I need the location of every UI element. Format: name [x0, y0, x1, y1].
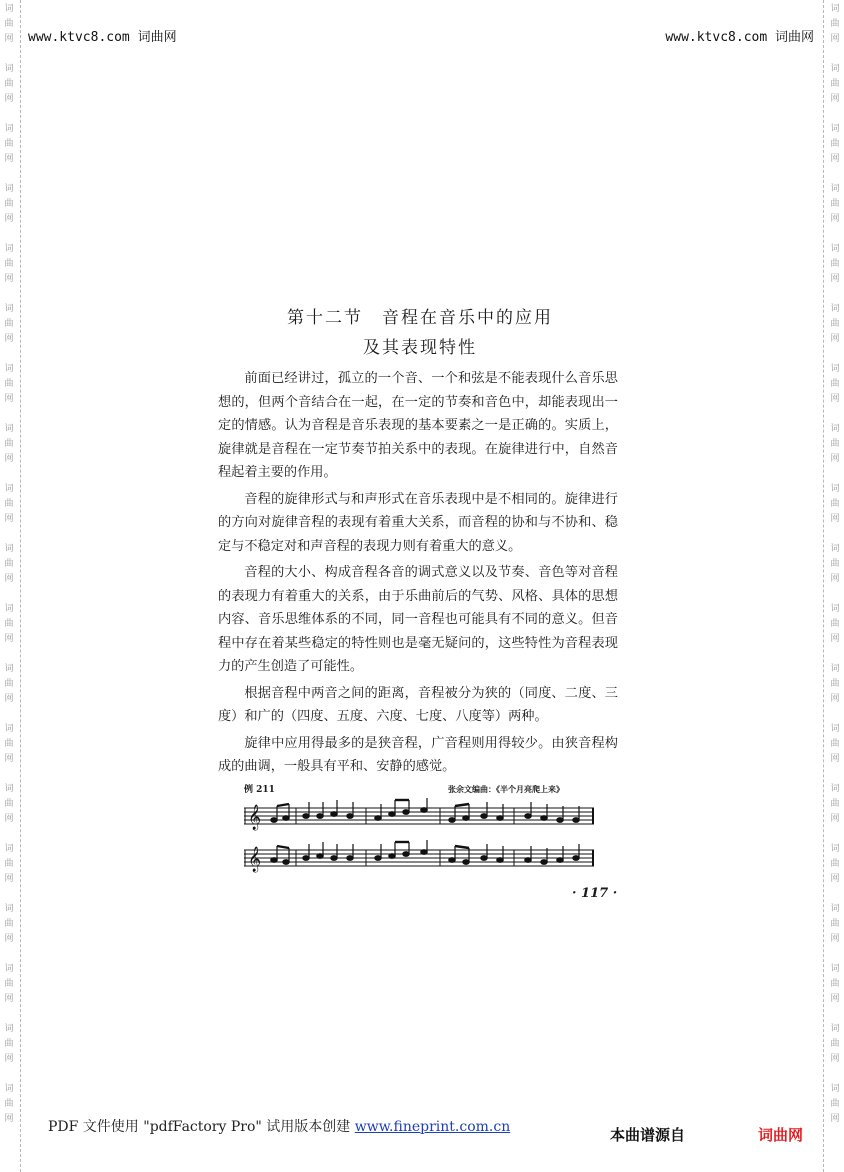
side-watermark-group: [4, 300, 13, 360]
side-watermark-char: 词: [830, 664, 840, 674]
side-watermark-char: 曲: [4, 559, 14, 569]
side-watermark-group: [4, 840, 13, 900]
side-watermark-char: 曲: [4, 1099, 14, 1109]
svg-text:𝄞: 𝄞: [248, 805, 262, 830]
side-watermark-char: 曲: [830, 499, 840, 509]
side-watermark-char: 网: [4, 694, 14, 704]
side-watermark-group: [830, 240, 839, 300]
side-watermark-char: 词: [4, 664, 14, 674]
side-watermark-char: 词: [830, 1024, 840, 1034]
side-watermark-char: 曲: [830, 259, 840, 269]
side-watermark-char: 词: [4, 304, 14, 314]
side-watermark-group: [4, 120, 13, 180]
svg-text:𝄞: 𝄞: [248, 847, 262, 872]
side-watermark-char: 网: [4, 334, 14, 344]
example-credit: 张余文编曲：《半个月亮爬上来》: [448, 784, 564, 794]
side-watermark-char: 网: [4, 634, 14, 644]
side-watermark-group: [4, 540, 13, 600]
side-watermark-char: 词: [4, 184, 14, 194]
side-watermark-char: 网: [4, 934, 14, 944]
side-watermark-char: 曲: [830, 379, 840, 389]
paragraph-4: 根据音程中两音之间的距离，音程被分为狭的（同度、二度、三度）和广的（四度、五度、六度、七度、八度等）两种。: [218, 685, 618, 724]
side-watermark-group: [4, 600, 13, 660]
side-watermark-char: 网: [830, 934, 840, 944]
side-watermark-char: 曲: [4, 739, 14, 749]
side-watermark-char: 网: [830, 994, 840, 1004]
side-watermark-char: 曲: [4, 79, 14, 89]
side-watermark-char: 词: [830, 244, 840, 254]
side-watermark-group: [830, 600, 839, 660]
side-watermark-char: 曲: [4, 1039, 14, 1049]
side-watermark-char: 曲: [830, 919, 840, 929]
side-watermark-group: [830, 300, 839, 360]
pdf-footer-text: PDF 文件使用 "pdfFactory Pro" 试用版本创建: [48, 1119, 355, 1135]
side-watermark-group: [4, 0, 13, 60]
header-watermark-right: www.ktvc8.com 词曲网: [665, 30, 814, 45]
side-watermark-char: 词: [4, 4, 14, 14]
side-watermark-char: 网: [4, 454, 14, 464]
side-watermark-group: [830, 120, 839, 180]
side-watermark-group: [830, 0, 839, 60]
side-watermark-group: [4, 240, 13, 300]
side-watermark-char: 网: [830, 694, 840, 704]
side-watermark-char: 网: [4, 754, 14, 764]
side-watermark-char: 曲: [830, 319, 840, 329]
side-watermark-char: 曲: [830, 619, 840, 629]
side-watermark-char: 曲: [4, 259, 14, 269]
side-watermark-char: 词: [4, 964, 14, 974]
side-watermark-char: 网: [830, 94, 840, 104]
side-watermark-char: 网: [4, 514, 14, 524]
paragraph-2: 音程的旋律形式与和声形式在音乐表现中是不相同的。旋律进行的方向对旋律音程的表现有着重大关系，而音程的协和与不协和、稳定与不稳定对和声音程的表现力则有着重大的意义。: [218, 491, 618, 554]
side-watermark-char: 词: [4, 604, 14, 614]
paragraph-5: 旋律中应用得最多的是狭音程，广音程则用得较少。由狭音程构成的曲调，一般具有平和、安静的感觉。: [218, 735, 618, 774]
side-watermark-char: 网: [4, 154, 14, 164]
example-label: 例 211: [244, 785, 275, 795]
side-watermark-group: [4, 60, 13, 120]
side-watermark-char: 曲: [830, 139, 840, 149]
side-watermark-group: [4, 180, 13, 240]
side-watermark-char: 曲: [4, 379, 14, 389]
side-watermark-char: 网: [830, 574, 840, 584]
side-watermark-char: 曲: [830, 199, 840, 209]
left-dashed-border: [20, 0, 21, 1172]
side-watermark-char: 词: [4, 424, 14, 434]
source-label: 本曲谱源自: [610, 1126, 686, 1144]
side-watermark-group: [830, 720, 839, 780]
side-watermark-char: 词: [4, 364, 14, 374]
side-watermark-char: 曲: [830, 439, 840, 449]
side-watermark-char: 曲: [830, 19, 840, 29]
side-watermark-char: 网: [830, 1114, 840, 1124]
side-watermark-char: 词: [830, 604, 840, 614]
side-watermark-char: 网: [4, 34, 14, 44]
side-watermark-group: [4, 900, 13, 960]
side-watermark-char: 曲: [4, 439, 14, 449]
side-watermark-char: 曲: [830, 739, 840, 749]
right-watermark-column: [826, 0, 844, 1172]
side-watermark-group: [4, 1020, 13, 1080]
side-watermark-char: 网: [4, 574, 14, 584]
side-watermark-group: [4, 780, 13, 840]
side-watermark-group: [830, 360, 839, 420]
fineprint-link[interactable]: www.fineprint.com.cn: [354, 1119, 511, 1135]
side-watermark-char: 网: [4, 994, 14, 1004]
paragraph-3: 音程的大小、构成音程各音的调式意义以及节奏、音色等对音程的表现力有着重大的关系，由于乐曲前后的气势、风格、具体的思想内容、音乐思维体系的不同，同一音程也可能具有不同的意义。但音程中存在着某些稳定的特性则也是毫无疑问的，这些特性为音程表现力的产生创造了可能性。: [218, 565, 618, 674]
side-watermark-char: 网: [4, 1054, 14, 1064]
side-watermark-char: 词: [4, 64, 14, 74]
side-watermark-char: 词: [4, 1024, 14, 1034]
side-watermark-char: 曲: [4, 19, 14, 29]
side-watermark-group: [830, 840, 839, 900]
side-watermark-char: 词: [830, 124, 840, 134]
side-watermark-char: 词: [830, 784, 840, 794]
side-watermark-char: 曲: [830, 859, 840, 869]
side-watermark-char: 词: [830, 484, 840, 494]
side-watermark-char: 词: [4, 244, 14, 254]
side-watermark-char: 词: [4, 484, 14, 494]
side-watermark-char: 词: [830, 904, 840, 914]
side-watermark-char: 网: [4, 214, 14, 224]
side-watermark-char: 网: [830, 874, 840, 884]
pdf-footer: [48, 1116, 510, 1136]
side-watermark-char: 网: [4, 94, 14, 104]
section-subtitle: 及其表现特性: [363, 338, 477, 358]
body-text: [218, 367, 618, 782]
side-watermark-char: 网: [830, 634, 840, 644]
page-number: · 117 ·: [572, 886, 618, 901]
side-watermark-group: [830, 540, 839, 600]
side-watermark-char: 词: [4, 124, 14, 134]
side-watermark-char: 网: [4, 1114, 14, 1124]
side-watermark-group: [830, 660, 839, 720]
side-watermark-char: 网: [830, 454, 840, 464]
side-watermark-group: [830, 420, 839, 480]
side-watermark-group: [4, 420, 13, 480]
side-watermark-char: 曲: [830, 1039, 840, 1049]
side-watermark-char: 词: [830, 424, 840, 434]
side-watermark-char: 网: [830, 514, 840, 524]
side-watermark-group: [830, 900, 839, 960]
side-watermark-char: 词: [4, 904, 14, 914]
side-watermark-char: 曲: [4, 919, 14, 929]
side-watermark-char: 曲: [4, 799, 14, 809]
side-watermark-group: [4, 360, 13, 420]
side-watermark-char: 词: [4, 544, 14, 554]
side-watermark-char: 词: [4, 844, 14, 854]
side-watermark-char: 网: [830, 1054, 840, 1064]
side-watermark-char: 曲: [4, 499, 14, 509]
side-watermark-group: [4, 660, 13, 720]
brand-logo-text: 词曲网: [758, 1126, 804, 1144]
side-watermark-char: 词: [830, 1084, 840, 1094]
section-title: 第十二节 音程在音乐中的应用: [287, 308, 553, 328]
side-watermark-char: 网: [830, 754, 840, 764]
side-watermark-char: 网: [4, 874, 14, 884]
side-watermark-char: 词: [830, 844, 840, 854]
side-watermark-group: [4, 480, 13, 540]
side-watermark-char: 词: [830, 184, 840, 194]
side-watermark-char: 曲: [830, 979, 840, 989]
side-watermark-char: 网: [830, 34, 840, 44]
side-watermark-char: 词: [830, 304, 840, 314]
side-watermark-char: 网: [830, 334, 840, 344]
side-watermark-char: 曲: [4, 859, 14, 869]
side-watermark-group: [830, 480, 839, 540]
side-watermark-char: 网: [830, 214, 840, 224]
side-watermark-char: 词: [830, 544, 840, 554]
side-watermark-char: 网: [830, 814, 840, 824]
side-watermark-char: 词: [4, 784, 14, 794]
side-watermark-char: 曲: [4, 199, 14, 209]
side-watermark-char: 词: [830, 4, 840, 14]
side-watermark-char: 网: [830, 394, 840, 404]
paragraph-1: 前面已经讲过，孤立的一个音、一个和弦是不能表现什么音乐思想的，但两个音结合在一起，在一定的节奏和音色中，却能表现出一定的情感。认为音程是音乐表现的基本要素之一是正确的。实质上，旋律就是音程在一定节奏节拍关系中的表现。在旋律进行中，自然音程起着主要的作用。: [218, 371, 618, 480]
side-watermark-char: 曲: [4, 619, 14, 629]
side-watermark-char: 曲: [4, 679, 14, 689]
side-watermark-char: 网: [4, 394, 14, 404]
side-watermark-char: 曲: [4, 319, 14, 329]
side-watermark-char: 词: [830, 364, 840, 374]
side-watermark-char: 网: [830, 154, 840, 164]
side-watermark-char: 词: [830, 724, 840, 734]
side-watermark-char: 词: [830, 964, 840, 974]
side-watermark-char: 网: [4, 274, 14, 284]
side-watermark-group: [830, 180, 839, 240]
side-watermark-char: 词: [4, 724, 14, 734]
side-watermark-char: 曲: [830, 799, 840, 809]
side-watermark-group: [830, 1020, 839, 1080]
side-watermark-char: 曲: [4, 979, 14, 989]
side-watermark-group: [830, 960, 839, 1020]
side-watermark-group: [4, 960, 13, 1020]
side-watermark-char: 曲: [830, 79, 840, 89]
side-watermark-group: [4, 720, 13, 780]
side-watermark-group: [830, 1080, 839, 1140]
header-watermark-left: www.ktvc8.com 词曲网: [28, 30, 177, 45]
side-watermark-group: [830, 780, 839, 840]
left-watermark-column: [0, 0, 18, 1172]
side-watermark-char: 网: [830, 274, 840, 284]
side-watermark-char: 曲: [830, 1099, 840, 1109]
side-watermark-char: 曲: [4, 139, 14, 149]
music-staff-2: [244, 840, 598, 876]
side-watermark-group: [830, 60, 839, 120]
side-watermark-char: 网: [4, 814, 14, 824]
side-watermark-char: 曲: [830, 559, 840, 569]
side-watermark-char: 词: [830, 64, 840, 74]
side-watermark-group: [4, 1080, 13, 1140]
side-watermark-char: 曲: [830, 679, 840, 689]
side-watermark-char: 词: [4, 1084, 14, 1094]
music-staff-1: [244, 798, 598, 834]
right-dashed-border: [823, 0, 824, 1172]
